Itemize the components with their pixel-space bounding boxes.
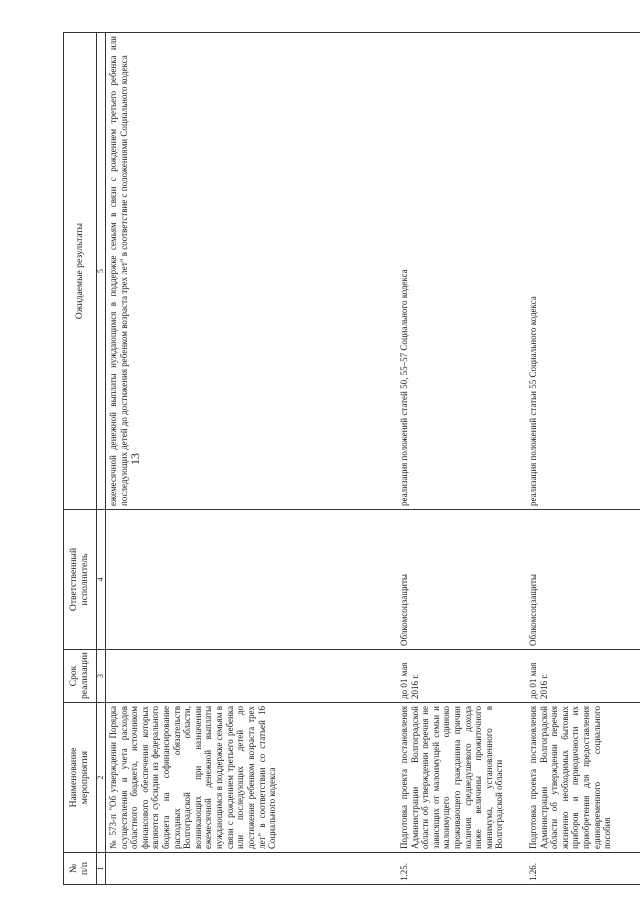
executor: Облкомсоцзащиты: [526, 510, 640, 650]
table-header-row: [64, 33, 97, 885]
table-row: [397, 33, 526, 885]
event-name: Подготовка проекта постановления Администрации Волгоградской области об утверждении перечня жизненно необходимых бытовых приборов и периодичности их приобретения для предоставления единовременного социального пособия: [526, 703, 640, 853]
expected-result: ежемесячной денежной выплаты нуждающимся в поддержке семьям в связи с рождением третьего ребенка или последующих детей до достижения ребенком возраста трех лет" в соответствие с положениями Социального кодекса: [106, 33, 398, 510]
table-row: [526, 33, 640, 885]
deadline: до 01 мая 2016 г.: [526, 650, 640, 703]
rotated-sheet: [20, 20, 620, 885]
column-number: 5: [97, 33, 106, 510]
header-executor: Ответственный исполнитель: [64, 510, 97, 650]
row-number: 1.26.: [526, 853, 640, 885]
header-deadline: Срок реализации: [64, 650, 97, 703]
column-number-row: [97, 33, 106, 885]
row-number: [106, 853, 398, 885]
header-number: № п/п: [64, 853, 97, 885]
deadline: до 01 мая 2016 г.: [397, 650, 526, 703]
expected-result: реализация положений статьи 55 Социального кодекса: [526, 33, 640, 510]
executor: Облкомсоцзащиты: [397, 510, 526, 650]
column-number: 1: [97, 853, 106, 885]
column-number: 2: [97, 703, 106, 853]
plan-table: [63, 32, 640, 885]
row-number: 1.25.: [397, 853, 526, 885]
column-number: 4: [97, 510, 106, 650]
executor: [106, 510, 398, 650]
expected-result: реализация положений статей 50, 55–57 Социального кодекса: [397, 33, 526, 510]
header-event-name: Наименование мероприятия: [64, 703, 97, 853]
event-name: Подготовка проекта постановления Администрации Волгоградской области об утверждении перечня не зависящих от малоимущей семьи и малоимущего одиноко проживающего гражданина причин наличия среднедушевого дохода ниже величины прожиточного минимума, установленного в Волгоградской области: [397, 703, 526, 853]
header-results: Ожидаемые результаты: [64, 33, 97, 510]
deadline: [106, 650, 398, 703]
column-number: 3: [97, 650, 106, 703]
event-name: № 573-п "Об утверждении Порядка осуществления и учета расходов областного бюджета, источником финансового обеспечения которых являются субсидии из федерального бюджета на софинансирование расходных обязательств Волгоградской области, возникающих при назначении ежемесячной денежной выплаты нуждающимся в поддержке семьям в связи с рождением третьего ребенка или последующих детей до достижения ребенком возраста трех лет" в соответствии со статьей 16 Социального кодекса: [106, 703, 398, 853]
page-number: 13: [128, 453, 142, 465]
table-row: [106, 33, 398, 885]
